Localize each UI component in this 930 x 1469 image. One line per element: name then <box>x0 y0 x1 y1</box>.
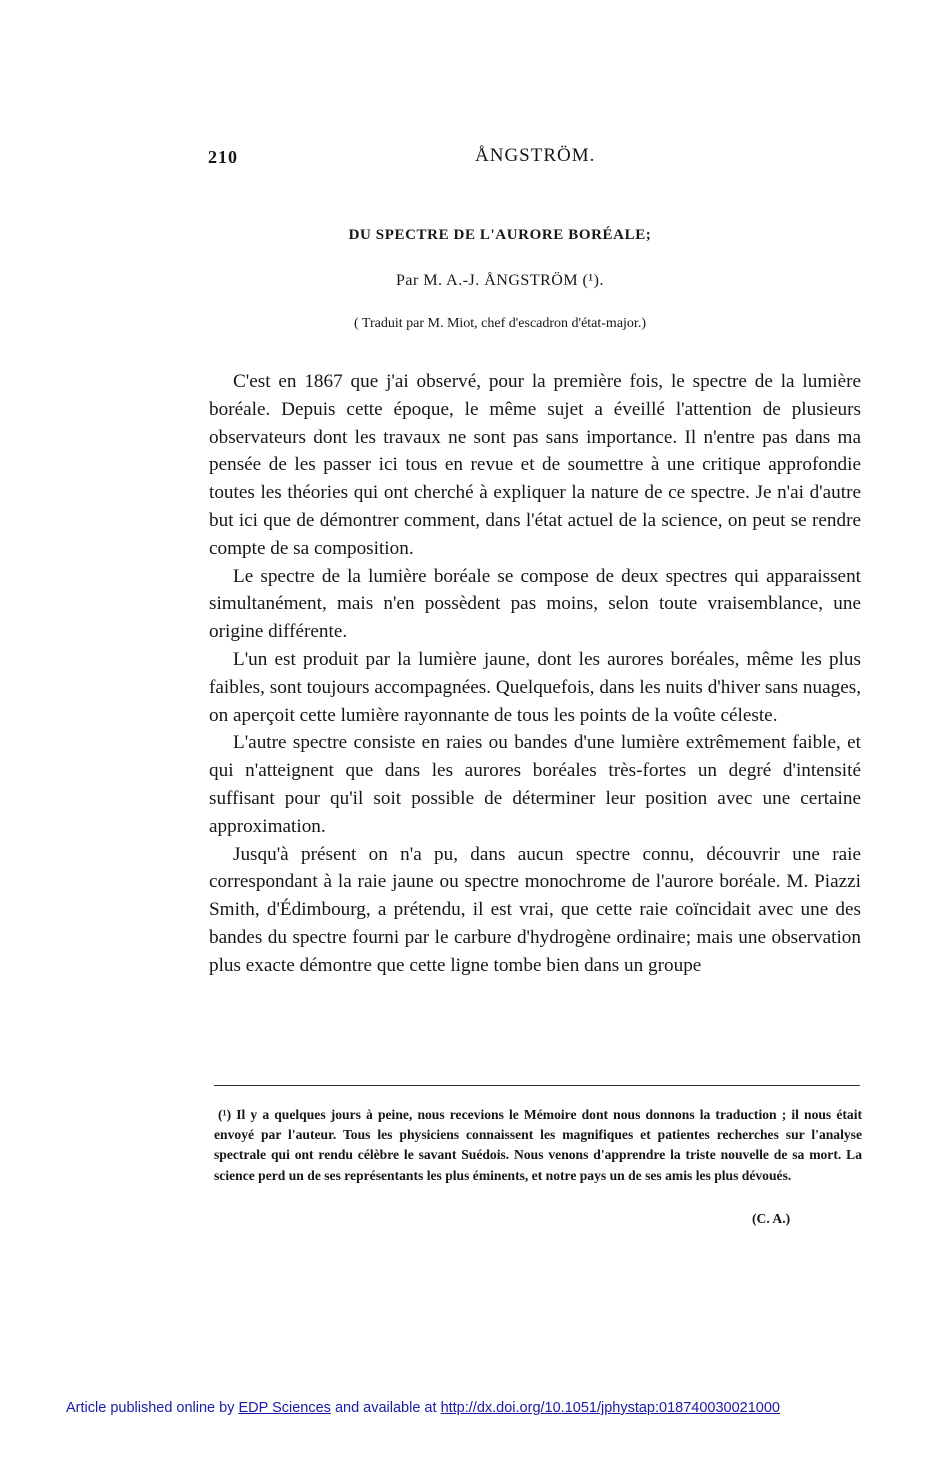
doi-link[interactable]: http://dx.doi.org/10.1051/jphystap:018740030021000 <box>440 1400 780 1416</box>
article-title: DU SPECTRE DE L'AURORE BORÉALE; <box>348 227 652 243</box>
paragraph: C'est en 1867 que j'ai observé, pour la première fois, le spectre de la lumière boréale. Depuis cette époque, le même sujet a éveillé l'attention de plusieurs observateurs dont les travaux ne sont pas sans importance. Il n'entre pas dans ma pensée de les passer ici tous en revue et de soumettre à une critique approfondie toutes les théories qui ont cherché à expliquer la nature de ce spectre. Je n'ai d'autre but ici que de démontrer comment, dans l'état actuel de la science, on peut se rendre compte de sa composition. <box>209 371 861 559</box>
footer-middle: and available at <box>330 1400 441 1416</box>
paragraph: L'autre spectre consiste en raies ou bandes d'une lumière extrêmement faible, et qui n'atteignent que dans les aurores boréales très-fortes un degré d'intensité suffisant pour qu'il soit possible de déterminer leur position avec une certaine approximation. <box>209 732 861 837</box>
footnote: (¹) Il y a quelques jours à peine, nous recevions le Mémoire dont nous donnons la traduction ; il nous était envoyé par l'auteur. Tous les physiciens connaissent les magnifiques et patientes recherches sur l'analyse spectrale qui ont rendu célèbre le savant Suédois. Nous venons d'apprendre la triste nouvelle de sa mort. La science perd un de ses représentants les plus éminents, et notre pays un de ses amis les plus dévoués. <box>214 1107 862 1183</box>
page-number: 210 <box>208 147 238 167</box>
footer-prefix: Article published online by <box>66 1400 239 1416</box>
footnote-rule <box>214 1085 860 1086</box>
footnote-signature: (C. A.) <box>752 1211 791 1226</box>
paragraph: L'un est produit par la lumière jaune, dont les aurores boréales, même les plus faibles, sont toujours accompagnées. Quelquefois, dans les nuits d'hiver sans nuages, on aperçoit cette lumière rayonnante de tous les points de la voûte céleste. <box>209 648 861 726</box>
paragraph: Jusqu'à présent on n'a pu, dans aucun spectre connu, découvrir une raie correspondant à la raie jaune ou spectre monochrome de l'aurore boréale. M. Piazzi Smith, d'Édimbourg, a prétendu, il est vrai, que cette raie coïncidait avec une des bandes du spectre fourni par le carbure d'hydrogène ordinaire; mais une observation plus exacte démontre que cette ligne tombe bien dans un groupe <box>209 843 861 976</box>
running-head: ÅNGSTRÖM. <box>475 145 596 166</box>
translator-line: ( Traduit par M. Miot, chef d'escadron d'état-major.) <box>354 316 646 331</box>
paragraph: Le spectre de la lumière boréale se compose de deux spectres qui apparaissent simultanément, mais n'en possèdent pas moins, selon toute vraisemblance, une origine différente. <box>209 565 861 643</box>
publisher-footer <box>66 1400 780 1416</box>
publisher-link[interactable]: EDP Sciences <box>238 1400 331 1416</box>
author-line: Par M. A.-J. ÅNGSTRÖM (¹). <box>395 272 605 289</box>
body-text <box>209 368 861 980</box>
